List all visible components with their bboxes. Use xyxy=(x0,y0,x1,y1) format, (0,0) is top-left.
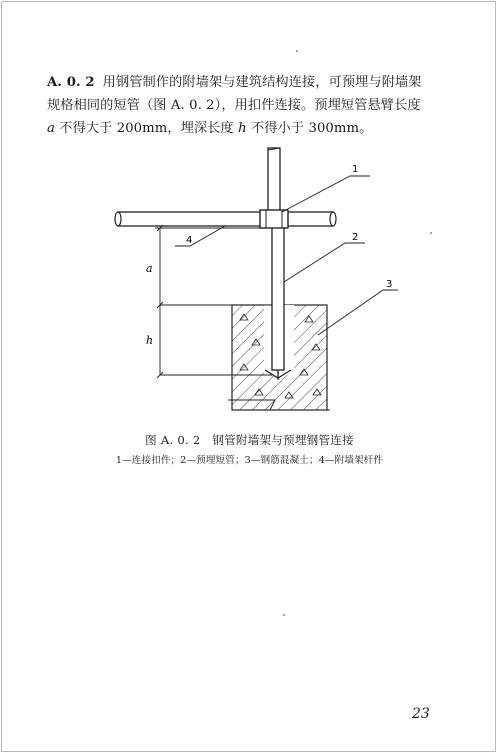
clause-line-3-part-2: 不得小于 300mm。 xyxy=(246,121,373,136)
page-number: 23 xyxy=(412,706,430,722)
clause-number: A. 0. 2 xyxy=(47,75,95,90)
callout-2: 2 xyxy=(352,232,359,243)
callout-4: 4 xyxy=(186,235,193,246)
dimension-a-label: a xyxy=(146,262,153,275)
scan-speck xyxy=(296,50,298,52)
scan-speck xyxy=(430,232,432,234)
scan-speck xyxy=(283,614,285,616)
clause-variable-a: a xyxy=(47,121,55,136)
dimension-h-label: h xyxy=(146,334,154,347)
figure-legend: 1—连接扣件；2—预埋短管；3—钢筋混凝土；4—附墙架杆件 xyxy=(115,455,384,466)
wall-bracket-member xyxy=(115,212,336,226)
clause-line-1: 用钢管制作的附墙架与建筑结构连接，可预埋与附墙架 xyxy=(102,75,422,90)
clause-line-2: 规格相同的短管（图 A. 0. 2），用扣件连接。预埋短管悬臂长度 xyxy=(47,98,421,113)
callout-3: 3 xyxy=(386,279,393,290)
figure-caption: 图 A. 0. 2 钢管附墙架与预埋钢管连接 xyxy=(145,433,354,447)
clause-paragraph xyxy=(47,71,457,140)
clause-line-3-part-1: 不得大于 200mm，埋深长度 xyxy=(54,121,239,136)
connecting-coupler xyxy=(260,210,288,228)
vertical-pipe xyxy=(268,148,280,218)
callout-1: 1 xyxy=(352,164,359,175)
clause-variable-h: h xyxy=(238,121,247,136)
figure-a02-diagram xyxy=(100,140,420,420)
